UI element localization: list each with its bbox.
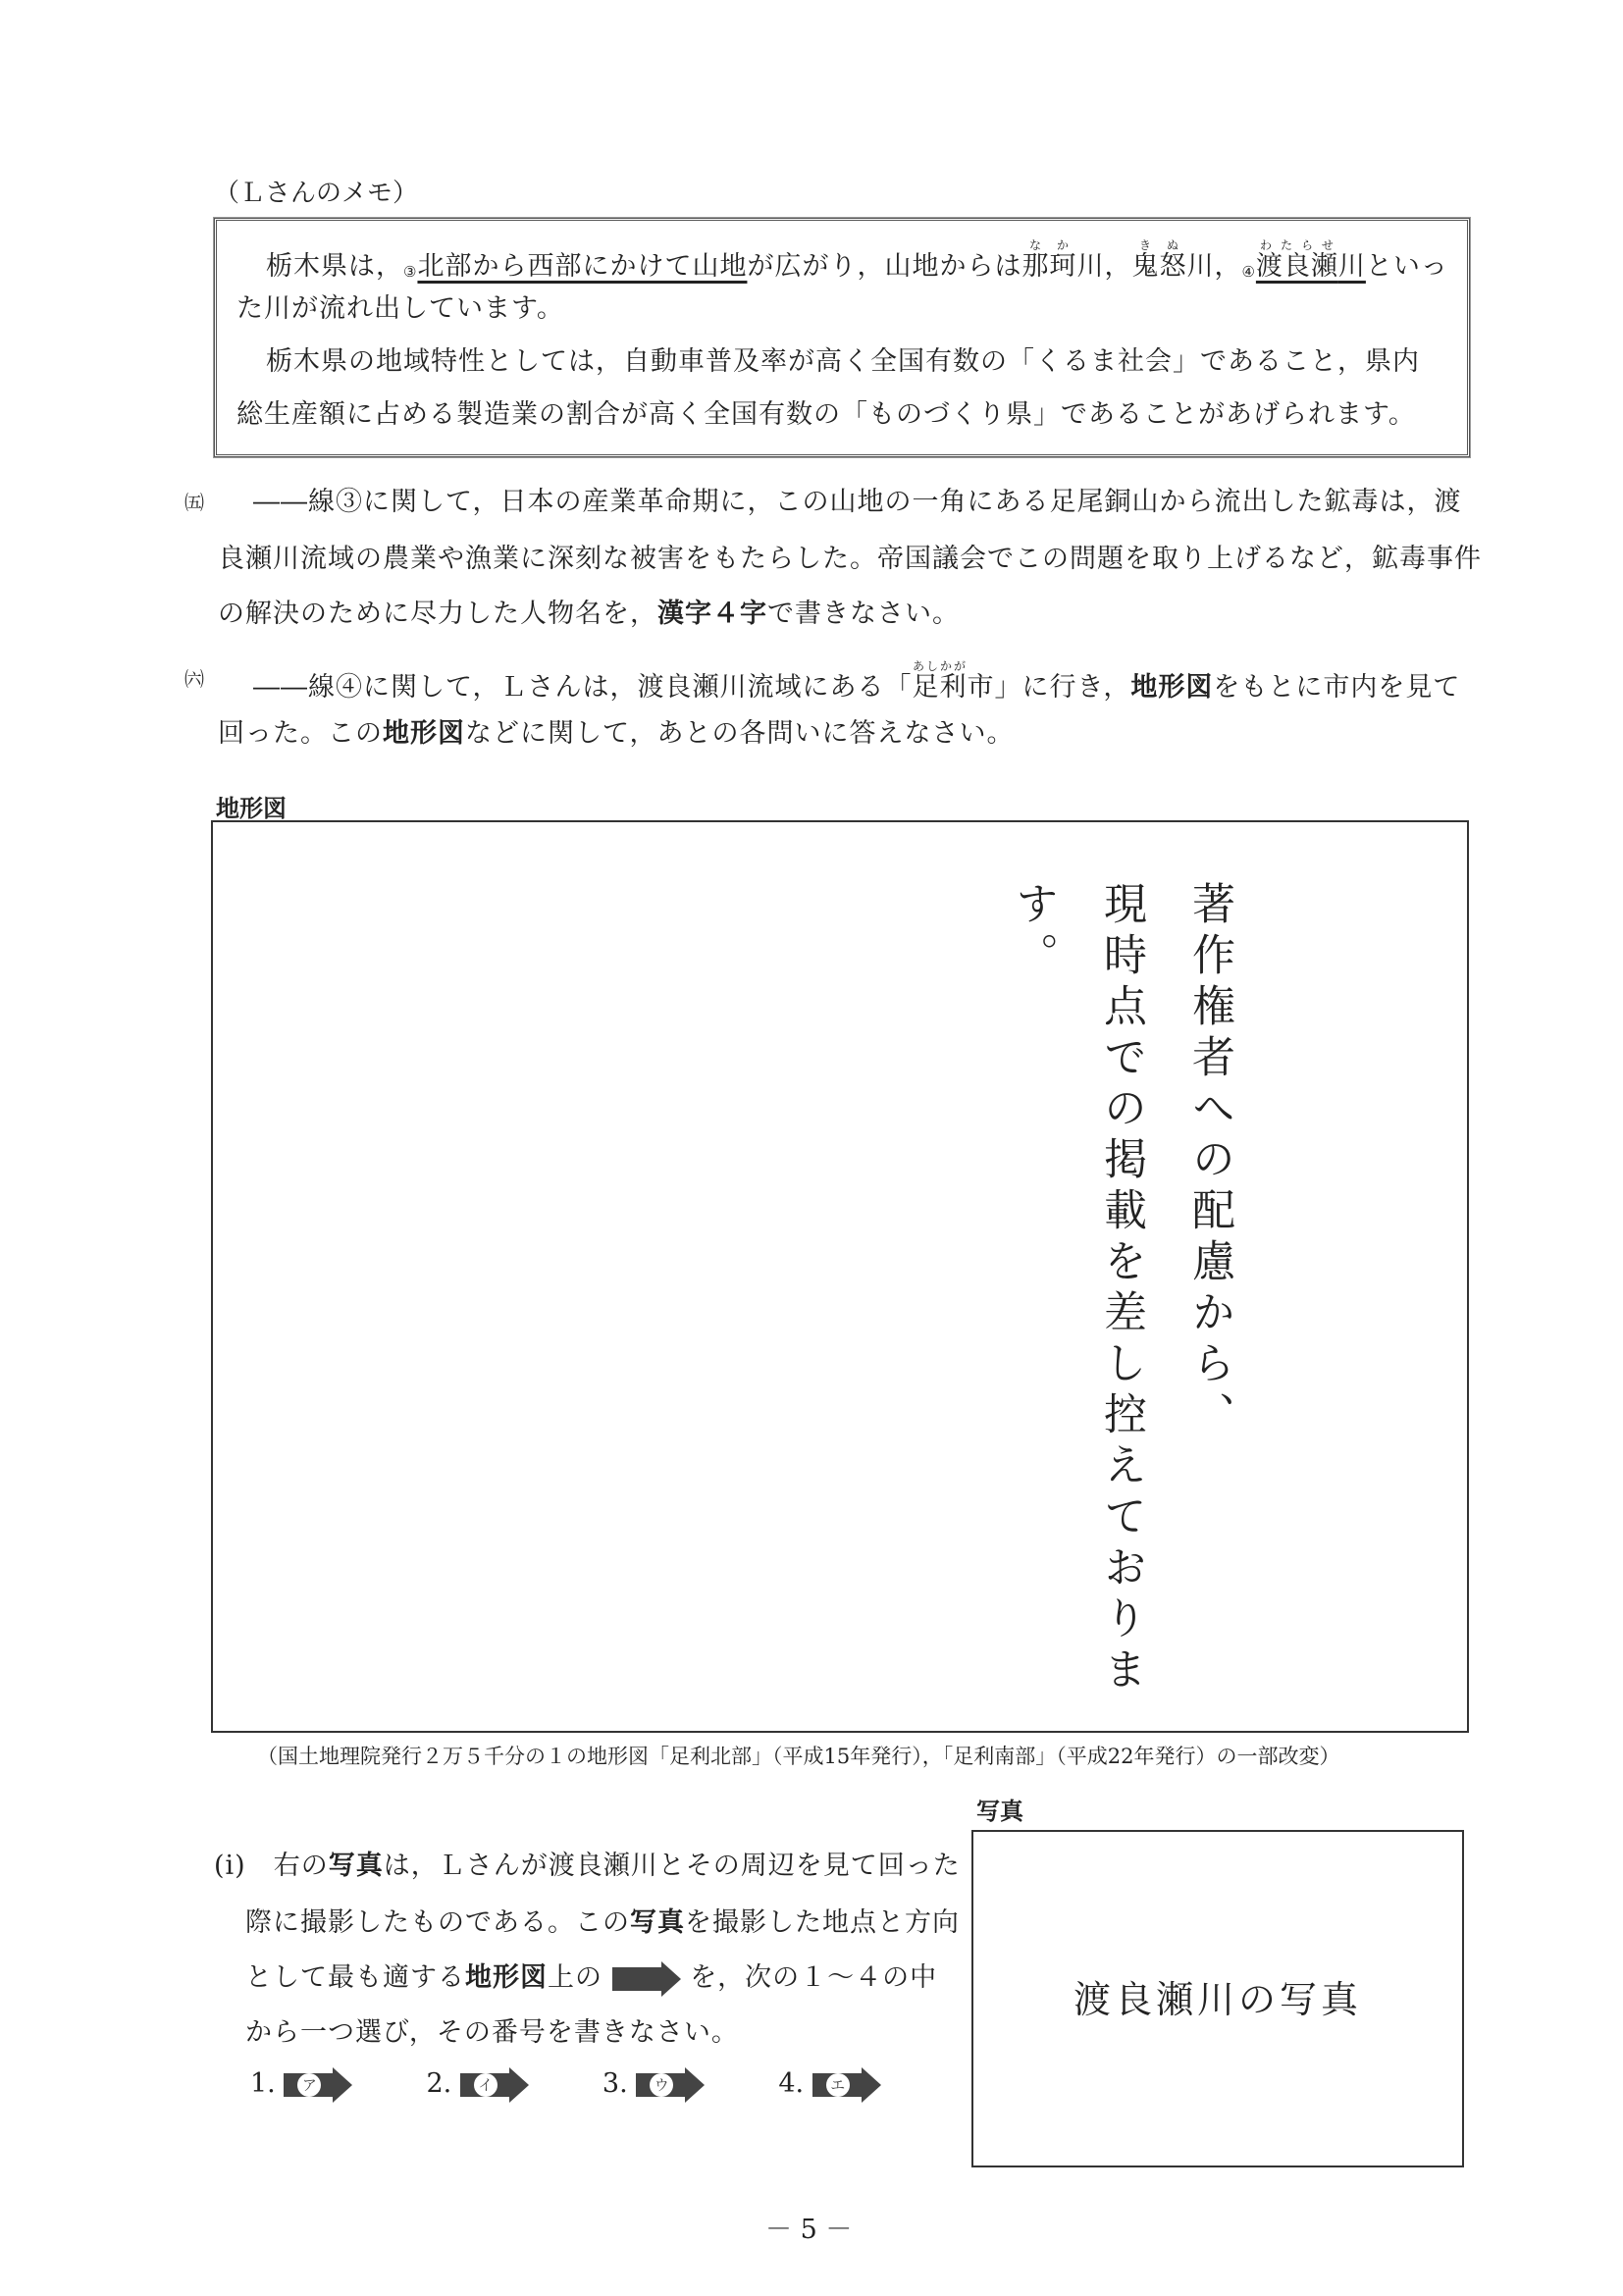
question-e-line-3: の解決のために尽力した人物名を，漢字４字で書きなさい。: [218, 599, 960, 629]
question-i-line-1: (i) 右の写真は，Ｌさんが渡良瀬川とその周辺を見て回った: [214, 1851, 961, 1881]
question-i-line-3: として最も適する地形図上の を，次の１～４の中: [245, 1958, 937, 1998]
question-e-label: ㈤: [184, 491, 205, 514]
copyright-notice: 著作権者への配慮から、 現時点での掲載を差し控えております。: [1008, 881, 1234, 1697]
text: が広がり，山地からは: [747, 251, 1022, 282]
arrow-u-icon: ウ: [636, 2069, 705, 2101]
photo-placeholder-box: [971, 1830, 1464, 2167]
choice-4[interactable]: 4. エ: [778, 2068, 880, 2101]
photo-label: 写真: [976, 1798, 1023, 1825]
memo-line-4: 総生産額に占める製造業の割合が高く全国有数の「ものづくり県」であることがあげられます。: [236, 399, 1416, 430]
choices: [250, 2068, 881, 2101]
choice-3[interactable]: 3. ウ: [602, 2068, 705, 2101]
question-i-line-2: 際に撮影したものである。この写真を撮影した地点と方向: [245, 1907, 960, 1938]
text: といっ: [1365, 251, 1448, 282]
memo-title: （Ｌさんのメモ）: [214, 179, 419, 208]
page-number: － 5 －: [765, 2215, 853, 2245]
mark-3: ③: [403, 263, 418, 281]
memo-line-2: た川が流れ出しています。: [236, 293, 564, 324]
memo-line-3: 栃木県の地域特性としては，自動車普及率が高く全国有数の「くるま社会」であること，県内: [266, 346, 1420, 377]
text: 川，: [1076, 251, 1132, 282]
question-e-line-1: ――線③に関して，日本の産業革命期に，この山地の一角にある足尾銅山から流出した鉱毒は，渡: [253, 487, 1462, 517]
question-o-line-2: 回った。この地形図などに関して，あとの各問いに答えなさい。: [218, 718, 1015, 749]
text: 川，: [1186, 251, 1242, 282]
underline-3: 北部から西部にかけて山地: [417, 251, 748, 282]
arrow-a-icon: ア: [284, 2069, 352, 2101]
question-o-label: ㈥: [184, 667, 205, 691]
memo-box: [214, 218, 1470, 457]
question-o-line-1: ――線④に関して，Ｌさんは，渡良瀬川流域にある「足利あしかが市」に行き，地形図をもとに市内を見て: [253, 659, 1461, 703]
arrow-i-icon: イ: [460, 2069, 529, 2101]
arrow-icon: [612, 1963, 681, 1995]
map-label: 地形図: [216, 795, 287, 822]
map-caption: （国土地理院発行２万５千分の１の地形図「足利北部」（平成15年発行），「足利南部」（平成22年発行）の一部改変）: [257, 1745, 1340, 1768]
photo-placeholder-text: 渡良瀬川の写真: [1073, 1978, 1362, 2021]
ruby-naka: 那珂なか: [1021, 238, 1077, 282]
question-e-line-2: 良瀬川流域の農業や漁業に深刻な被害をもたらした。帝国議会でこの問題を取り上げるなど，鉱毒事件: [218, 544, 1482, 574]
choice-2[interactable]: 2. イ: [426, 2068, 528, 2101]
memo-line-1: [266, 238, 1448, 291]
mark-4: ④: [1241, 263, 1256, 281]
question-i-line-4: から一つ選び，その番号を書きなさい。: [245, 2017, 739, 2048]
choice-1[interactable]: 1. ア: [250, 2068, 352, 2101]
arrow-e-icon: エ: [812, 2069, 881, 2101]
ruby-kinu: 鬼怒きぬ: [1131, 238, 1187, 282]
map-placeholder-box: [211, 820, 1469, 1733]
text: 栃木県は，: [266, 251, 403, 282]
underline-4: 渡良瀬わたらせ川: [1255, 238, 1366, 282]
